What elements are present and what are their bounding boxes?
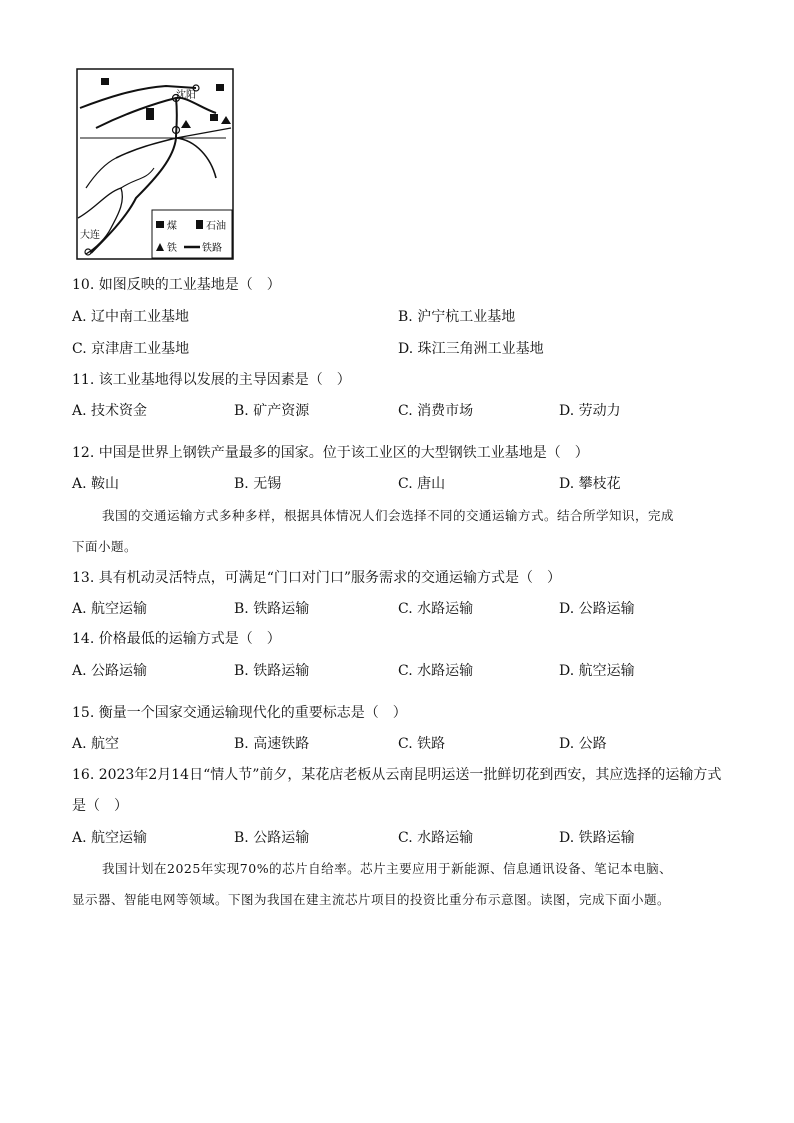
q13-option-d[interactable]: D. 公路运输: [559, 601, 635, 617]
q12-option-b[interactable]: B. 无锡: [234, 476, 282, 492]
q16-option-d[interactable]: D. 铁路运输: [559, 830, 635, 846]
city-label-shenyang: 沈阳: [176, 90, 196, 101]
q12-option-c[interactable]: C. 唐山: [398, 476, 446, 492]
q15-option-c[interactable]: C. 铁路: [398, 736, 446, 752]
coal-symbol: [216, 84, 224, 91]
legend-coal-icon: [156, 221, 164, 228]
q12-option-d[interactable]: D. 攀枝花: [559, 476, 621, 492]
q16-option-c[interactable]: C. 水路运输: [398, 830, 474, 846]
passage-transport-line-2: 下面小题。: [72, 539, 138, 554]
q10-option-c[interactable]: C. 京津唐工业基地: [72, 341, 190, 357]
question-15-stem: 15. 衡量一个国家交通运输现代化的重要标志是（ ）: [72, 705, 407, 721]
question-13-stem: 13. 具有机动灵活特点，可满足“门口对门口”服务需求的交通运输方式是（ ）: [72, 570, 562, 586]
question-16-stem-line-1: 16. 2023年2月14日“情人节”前夕，某花店老板从云南昆明运送一批鲜切花到西安，其应选择的运输方式: [72, 767, 722, 783]
question-16-stem-line-2: 是（ ）: [72, 798, 128, 814]
question-12-stem: 12. 中国是世界上钢铁产量最多的国家。位于该工业区的大型钢铁工业基地是（ ）: [72, 445, 589, 461]
q15-option-d[interactable]: D. 公路: [559, 736, 607, 752]
q11-option-a[interactable]: A. 技术资金: [72, 403, 148, 419]
q12-option-a[interactable]: A. 鞍山: [72, 476, 120, 492]
q13-option-c[interactable]: C. 水路运输: [398, 601, 474, 617]
oil-symbol: [146, 108, 154, 120]
legend-coal-label: 煤: [167, 221, 177, 232]
coal-symbol: [210, 114, 218, 121]
question-14-stem: 14. 价格最低的运输方式是（ ）: [72, 631, 281, 647]
q13-option-a[interactable]: A. 航空运输: [72, 601, 148, 617]
question-11-stem: 11. 该工业基地得以发展的主导因素是（ ）: [72, 372, 351, 388]
q11-option-d[interactable]: D. 劳动力: [559, 403, 621, 419]
q15-option-a[interactable]: A. 航空: [72, 736, 120, 752]
q10-option-b[interactable]: B. 沪宁杭工业基地: [398, 309, 516, 325]
legend-oil-label: 石油: [206, 221, 226, 232]
passage-chips-line-1: 我国计划在2025年实现70%的芯片自给率。芯片主要应用于新能源、信息通讯设备、笔记本电脑、: [102, 861, 673, 876]
q15-option-b[interactable]: B. 高速铁路: [234, 736, 310, 752]
q14-option-b[interactable]: B. 铁路运输: [234, 663, 310, 679]
legend-railway-label: 铁路: [202, 243, 222, 254]
coal-symbol: [101, 78, 109, 85]
q11-option-b[interactable]: B. 矿产资源: [234, 403, 310, 419]
q10-option-a[interactable]: A. 辽中南工业基地: [72, 309, 190, 325]
q11-option-c[interactable]: C. 消费市场: [398, 403, 474, 419]
q16-option-a[interactable]: A. 航空运输: [72, 830, 148, 846]
q14-option-d[interactable]: D. 航空运输: [559, 663, 635, 679]
q14-option-a[interactable]: A. 公路运输: [72, 663, 148, 679]
q16-option-b[interactable]: B. 公路运输: [234, 830, 310, 846]
q10-option-d[interactable]: D. 珠江三角洲工业基地: [398, 341, 544, 357]
industrial-base-map: [76, 68, 234, 260]
passage-chips-line-2: 显示器、智能电网等领域。下图为我国在建主流芯片项目的投资比重分布示意图。读图，完成下面小题。: [72, 892, 671, 907]
q14-option-c[interactable]: C. 水路运输: [398, 663, 474, 679]
question-10-stem: 10. 如图反映的工业基地是（ ）: [72, 277, 281, 293]
passage-transport-line-1: 我国的交通运输方式多种多样，根据具体情况人们会选择不同的交通运输方式。结合所学知识，完成: [102, 508, 675, 523]
q13-option-b[interactable]: B. 铁路运输: [234, 601, 310, 617]
city-label-dalian: 大连: [80, 230, 100, 241]
legend-iron-label: 铁: [167, 243, 177, 254]
legend-oil-icon: [196, 220, 203, 229]
